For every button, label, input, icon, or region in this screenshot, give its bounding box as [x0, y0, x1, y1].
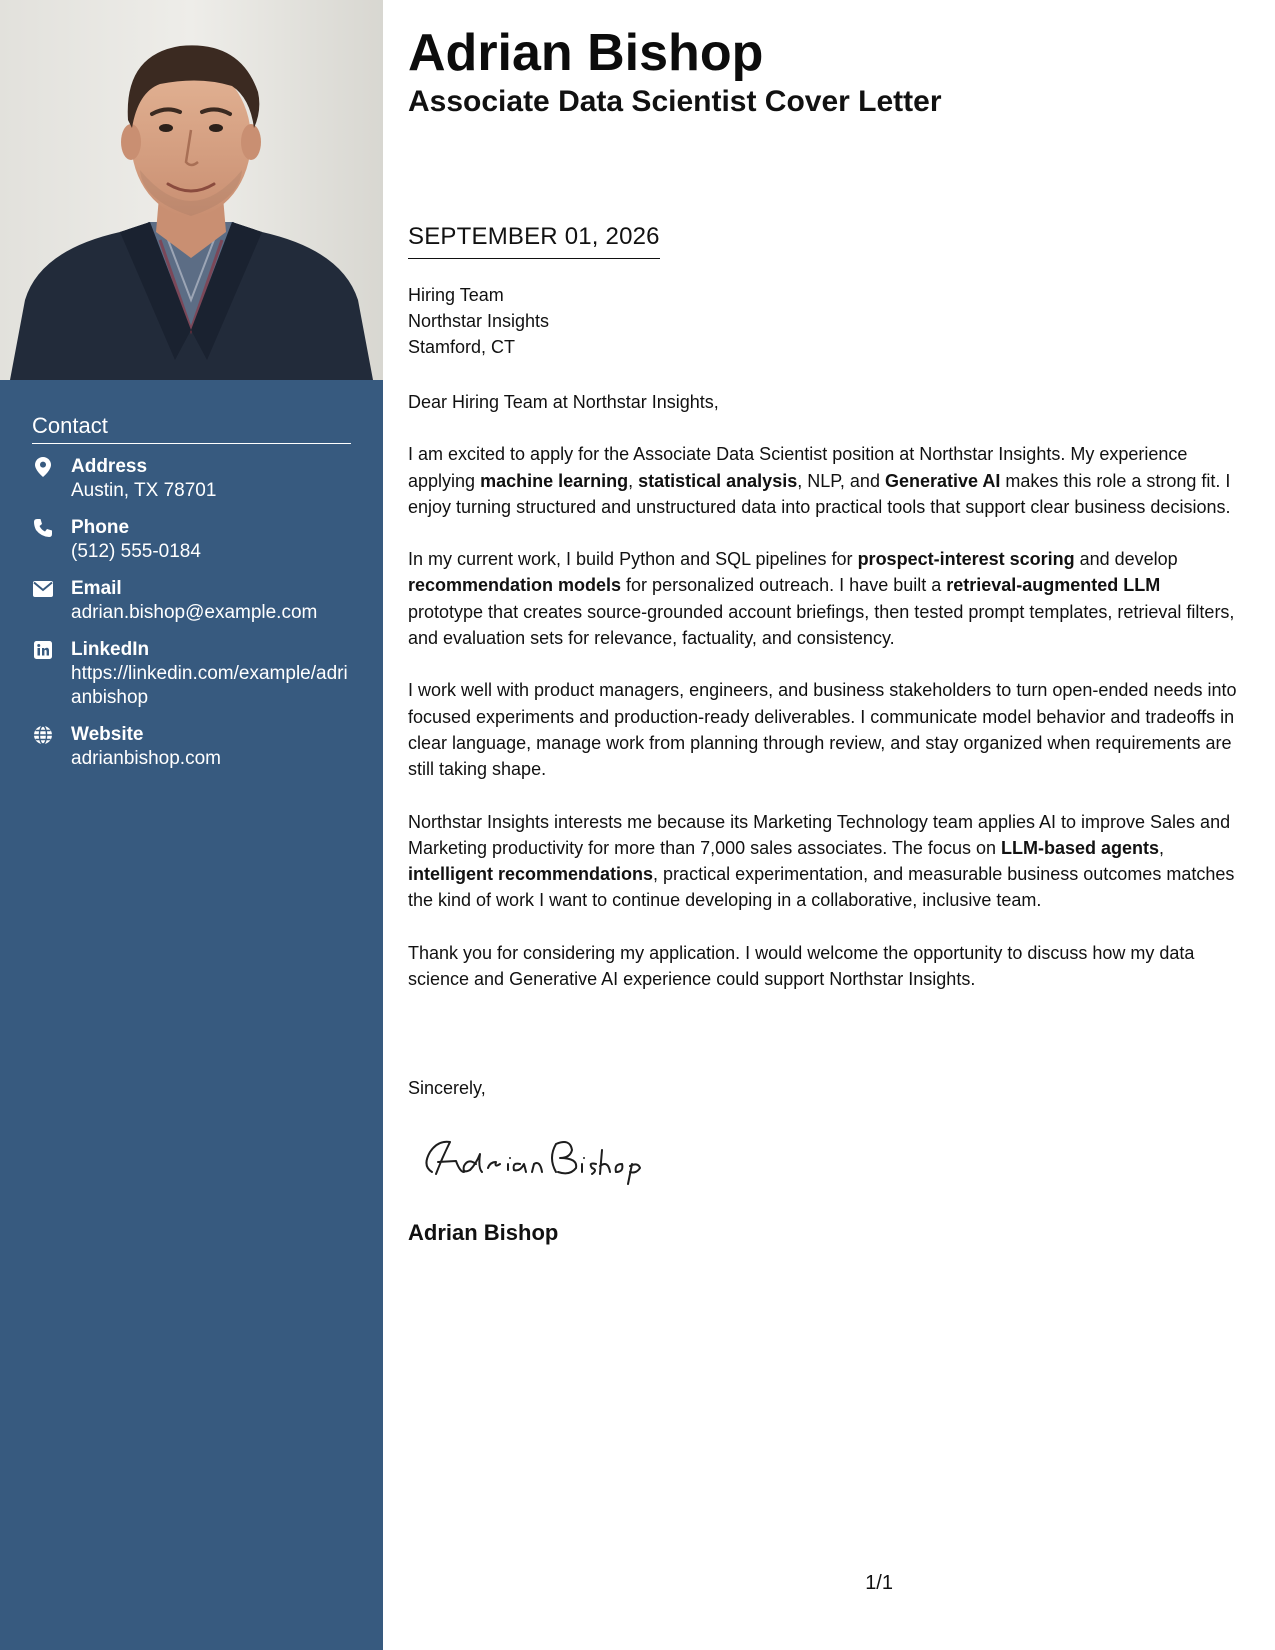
paragraph-text: , — [628, 470, 639, 491]
body-paragraph — [408, 546, 1240, 651]
emphasis-text: statistical analysis — [638, 470, 798, 491]
paragraph-text: for personalized outreach. I have built a — [621, 575, 947, 596]
applicant-name: Adrian Bishop — [408, 24, 764, 82]
address-label: Address — [71, 456, 148, 477]
profile-photo — [0, 0, 383, 380]
letter-date: SEPTEMBER 01, 2026 — [408, 222, 660, 259]
map-pin-icon — [32, 456, 54, 478]
website-label: Website — [71, 724, 144, 745]
linkedin-icon — [32, 639, 54, 661]
emphasis-text: machine learning — [480, 470, 629, 491]
paragraph-text: , practical experimentation, and measurable business outcomes matches the kind of work I want to continue developing in a collaborative, inclusive team. — [408, 864, 1235, 911]
email-value[interactable]: adrian.bishop@example.com — [71, 602, 318, 623]
contact-address — [32, 454, 351, 503]
paragraph-text: , — [1159, 837, 1165, 858]
contact-website — [32, 722, 351, 771]
recipient-line: Stamford, CT — [408, 337, 516, 357]
globe-icon — [32, 724, 54, 746]
paragraph-text: makes this role a strong fit. I enjoy turning structured and unstructured data into practical tools that support clear business decisions. — [408, 470, 1231, 517]
body-paragraph — [408, 677, 1240, 782]
paragraph-text: In my current work, I build Python and SQL pipelines for — [408, 549, 858, 570]
linkedin-label: LinkedIn — [71, 639, 150, 660]
contact-linkedin — [32, 637, 351, 710]
letter-body — [408, 389, 1240, 1018]
phone-label: Phone — [71, 517, 130, 538]
paragraph-text: I work well with product managers, engineers, and business stakeholders to turn open-ended needs into focused experiments and production-ready deliverables. I communicate model behavior and tradeoffs in clear language, manage work from planning through review, and stay organized when requirements are still taking shape. — [408, 680, 1237, 780]
paragraph-text: prototype that creates source-grounded account briefings, then tested prompt templates, retrieval filters, and evaluation sets for relevance, factuality, and consistency. — [408, 601, 1235, 649]
contact-phone — [32, 515, 351, 564]
body-paragraph — [408, 940, 1240, 993]
email-label: Email — [71, 578, 122, 599]
sidebar — [0, 0, 383, 1650]
contact-heading: Contact — [32, 412, 351, 444]
contact-section — [32, 412, 351, 783]
signature — [416, 1128, 666, 1188]
emphasis-text: LLM-based agents — [1000, 837, 1160, 858]
recipient-line: Hiring Team — [408, 285, 504, 305]
emphasis-text: Generative AI — [884, 470, 1001, 491]
address-value: Austin, TX 78701 — [71, 480, 217, 501]
phone-icon — [32, 517, 54, 539]
phone-value[interactable]: (512) 555-0184 — [71, 541, 201, 562]
emphasis-text: prospect-interest scoring — [857, 549, 1075, 570]
paragraph-text: , NLP, and — [797, 470, 885, 491]
linkedin-value[interactable]: https://linkedin.com/example/adrianbishop — [71, 663, 348, 708]
emphasis-text: intelligent recommendations — [408, 864, 654, 885]
paragraph-text: and develop — [1074, 549, 1178, 570]
recipient-block — [408, 282, 549, 360]
paragraph-text: Northstar Insights interests me because its Marketing Technology team applies AI to improve Sales and Marketing productivity for more than 7,000 sales associates. The focus on — [408, 811, 1231, 858]
closing: Sincerely, — [408, 1078, 486, 1098]
body-paragraph — [408, 441, 1240, 520]
website-value[interactable]: adrianbishop.com — [71, 748, 221, 769]
paragraph-text: Thank you for considering my application. I would welcome the opportunity to discuss how my data science and Generative AI experience could support Northstar Insights. — [408, 942, 1195, 990]
contact-email — [32, 576, 351, 625]
envelope-icon — [32, 578, 54, 600]
signed-name: Adrian Bishop — [408, 1220, 559, 1245]
paragraph-text: I am excited to apply for the Associate Data Scientist position at Northstar Insights. My experience applying — [408, 444, 1188, 491]
emphasis-text: retrieval-augmented LLM — [946, 575, 1161, 596]
document-title: Associate Data Scientist Cover Letter — [408, 85, 942, 118]
body-paragraph — [408, 809, 1240, 914]
salutation: Dear Hiring Team at Northstar Insights, — [408, 392, 719, 412]
recipient-line: Northstar Insights — [408, 311, 550, 331]
emphasis-text: recommendation models — [408, 575, 622, 596]
page-number: 1/1 — [865, 1572, 893, 1594]
